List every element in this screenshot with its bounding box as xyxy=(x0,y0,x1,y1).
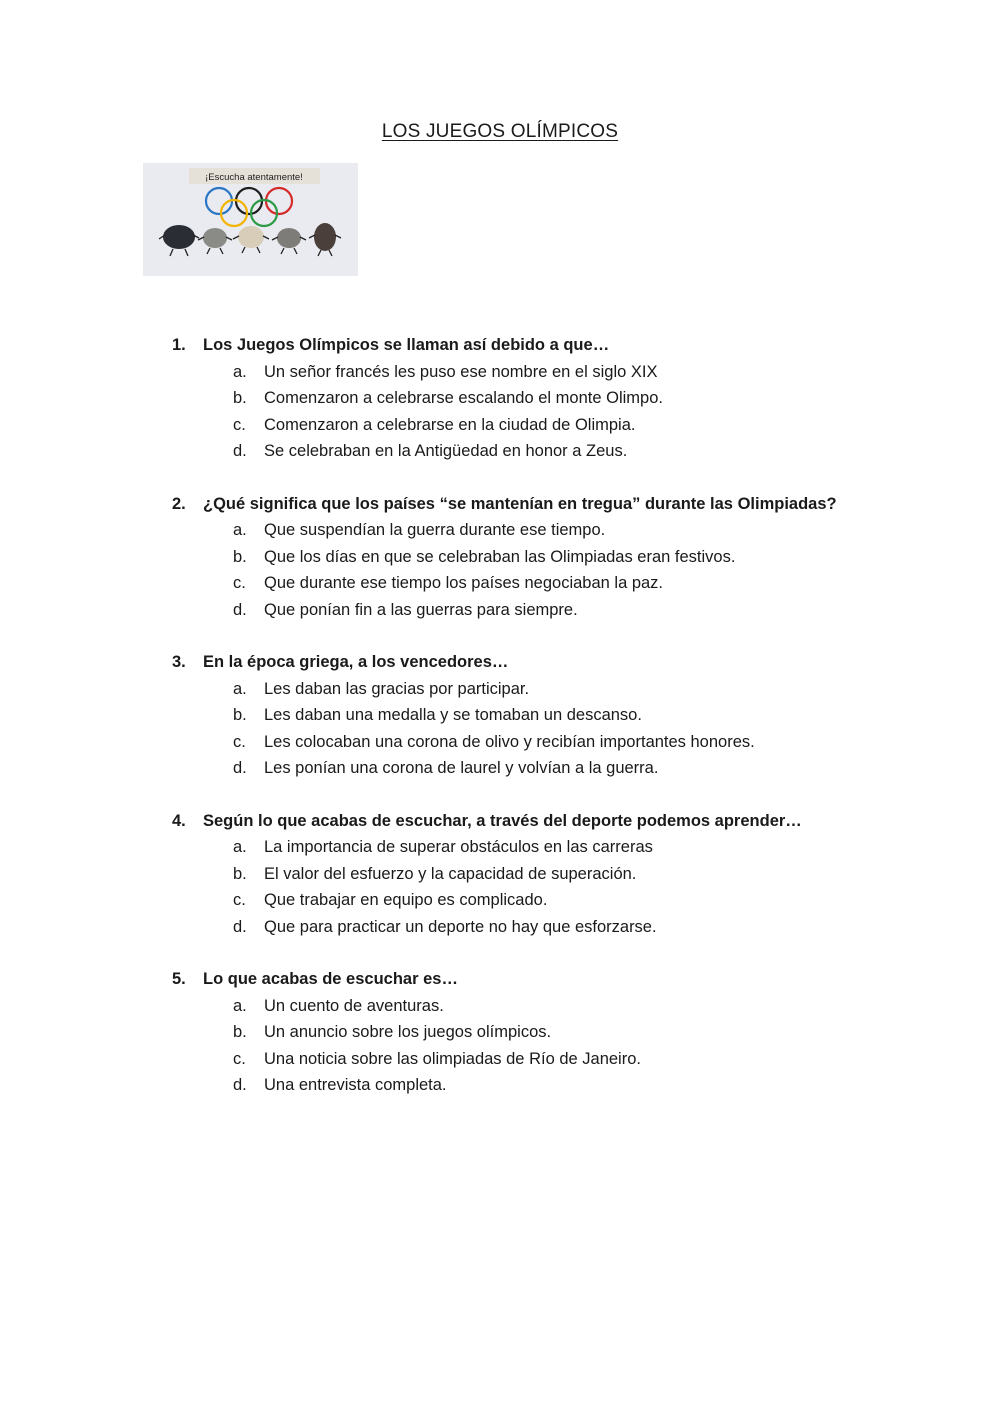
option-b xyxy=(172,861,872,888)
option-letter: b. xyxy=(233,547,247,566)
option-text: Les daban una medalla y se tomaban un descanso. xyxy=(264,706,642,724)
option-text: Comenzaron a celebrarse escalando el monte Olimpo. xyxy=(264,389,663,407)
question-text: Según lo que acabas de escuchar, a través del deporte podemos aprender… xyxy=(203,811,802,830)
option-letter: a. xyxy=(233,838,247,856)
option-letter: a. xyxy=(233,679,247,698)
question-header xyxy=(172,649,872,676)
question-text: Los Juegos Olímpicos se llaman así debido a que… xyxy=(203,336,610,354)
option-a xyxy=(172,834,872,861)
option-text: Un cuento de aventuras. xyxy=(264,996,444,1015)
option-d xyxy=(172,597,872,624)
option-d xyxy=(172,914,872,941)
option-letter: c. xyxy=(233,891,246,909)
option-text: Una entrevista completa. xyxy=(264,1076,447,1094)
option-d xyxy=(172,1072,872,1099)
option-letter: d. xyxy=(233,1076,247,1094)
page-title: LOS JUEGOS OLÍMPICOS xyxy=(381,121,619,142)
question-number: 5. xyxy=(172,970,186,988)
option-letter: c. xyxy=(233,1049,246,1068)
option-text: Un señor francés les puso ese nombre en el siglo XIX xyxy=(264,362,658,381)
question-1 xyxy=(172,332,872,465)
question-text: Lo que acabas de escuchar es… xyxy=(203,970,458,988)
option-text: Comenzaron a celebrarse en la ciudad de Olimpia. xyxy=(264,415,636,434)
question-header xyxy=(172,332,872,359)
question-number: 1. xyxy=(172,336,186,354)
olympic-illustration xyxy=(143,163,358,276)
question-list xyxy=(172,332,872,1125)
option-b xyxy=(172,702,872,729)
option-d xyxy=(172,438,872,465)
option-list xyxy=(172,359,872,465)
option-letter: b. xyxy=(233,706,247,724)
option-text: Que suspendían la guerra durante ese tiempo. xyxy=(264,521,606,539)
option-text: Que ponían fin a las guerras para siempre. xyxy=(264,600,578,619)
option-text: La importancia de superar obstáculos en las carreras xyxy=(264,838,653,856)
option-a xyxy=(172,517,872,544)
question-text: ¿Qué significa que los países “se mantenían en tregua” durante las Olimpiadas? xyxy=(203,494,837,513)
question-header xyxy=(172,491,872,518)
option-letter: c. xyxy=(233,415,246,434)
question-3 xyxy=(172,649,872,782)
option-text: Que trabajar en equipo es complicado. xyxy=(264,891,548,909)
option-letter: d. xyxy=(233,600,247,619)
option-letter: a. xyxy=(233,521,247,539)
option-letter: b. xyxy=(233,389,247,407)
question-2 xyxy=(172,491,872,624)
option-text: Que para practicar un deporte no hay que esforzarse. xyxy=(264,917,657,936)
option-text: El valor del esfuerzo y la capacidad de superación. xyxy=(264,864,637,883)
question-header xyxy=(172,808,872,835)
option-b xyxy=(172,1019,872,1046)
option-c xyxy=(172,1046,872,1073)
option-text: Les daban las gracias por participar. xyxy=(264,679,530,698)
option-d xyxy=(172,755,872,782)
option-letter: c. xyxy=(233,574,246,592)
option-letter: a. xyxy=(233,996,247,1015)
option-list xyxy=(172,517,872,623)
option-text: Les colocaban una corona de olivo y recibían importantes honores. xyxy=(264,732,755,751)
option-text: Les ponían una corona de laurel y volvían a la guerra. xyxy=(264,759,659,777)
option-letter: a. xyxy=(233,362,247,381)
option-text: Que durante ese tiempo los países negociaban la paz. xyxy=(264,574,664,592)
option-letter: d. xyxy=(233,917,247,936)
option-c xyxy=(172,729,872,756)
question-header xyxy=(172,966,872,993)
image-caption: ¡Escucha atentamente! xyxy=(205,172,303,183)
option-list xyxy=(172,834,872,940)
option-c xyxy=(172,570,872,597)
question-5 xyxy=(172,966,872,1099)
option-text: Un anuncio sobre los juegos olímpicos. xyxy=(264,1023,552,1041)
question-number: 4. xyxy=(172,811,186,830)
option-b xyxy=(172,385,872,412)
option-a xyxy=(172,359,872,386)
option-letter: b. xyxy=(233,1023,247,1041)
question-number: 3. xyxy=(172,653,186,671)
option-c xyxy=(172,887,872,914)
option-a xyxy=(172,993,872,1020)
option-text: Se celebraban en la Antigüedad en honor a Zeus. xyxy=(264,442,628,460)
option-text: Una noticia sobre las olimpiadas de Río de Janeiro. xyxy=(264,1049,641,1068)
question-text: En la época griega, a los vencedores… xyxy=(203,653,509,671)
option-letter: b. xyxy=(233,864,247,883)
option-a xyxy=(172,676,872,703)
question-4 xyxy=(172,808,872,941)
olympic-header-image xyxy=(143,163,358,276)
option-letter: d. xyxy=(233,442,247,460)
option-c xyxy=(172,412,872,439)
question-number: 2. xyxy=(172,494,186,513)
option-text: Que los días en que se celebraban las Olimpiadas eran festivos. xyxy=(264,547,736,566)
option-letter: c. xyxy=(233,732,246,751)
option-letter: d. xyxy=(233,759,247,777)
option-b xyxy=(172,544,872,571)
option-list xyxy=(172,676,872,782)
option-list xyxy=(172,993,872,1099)
